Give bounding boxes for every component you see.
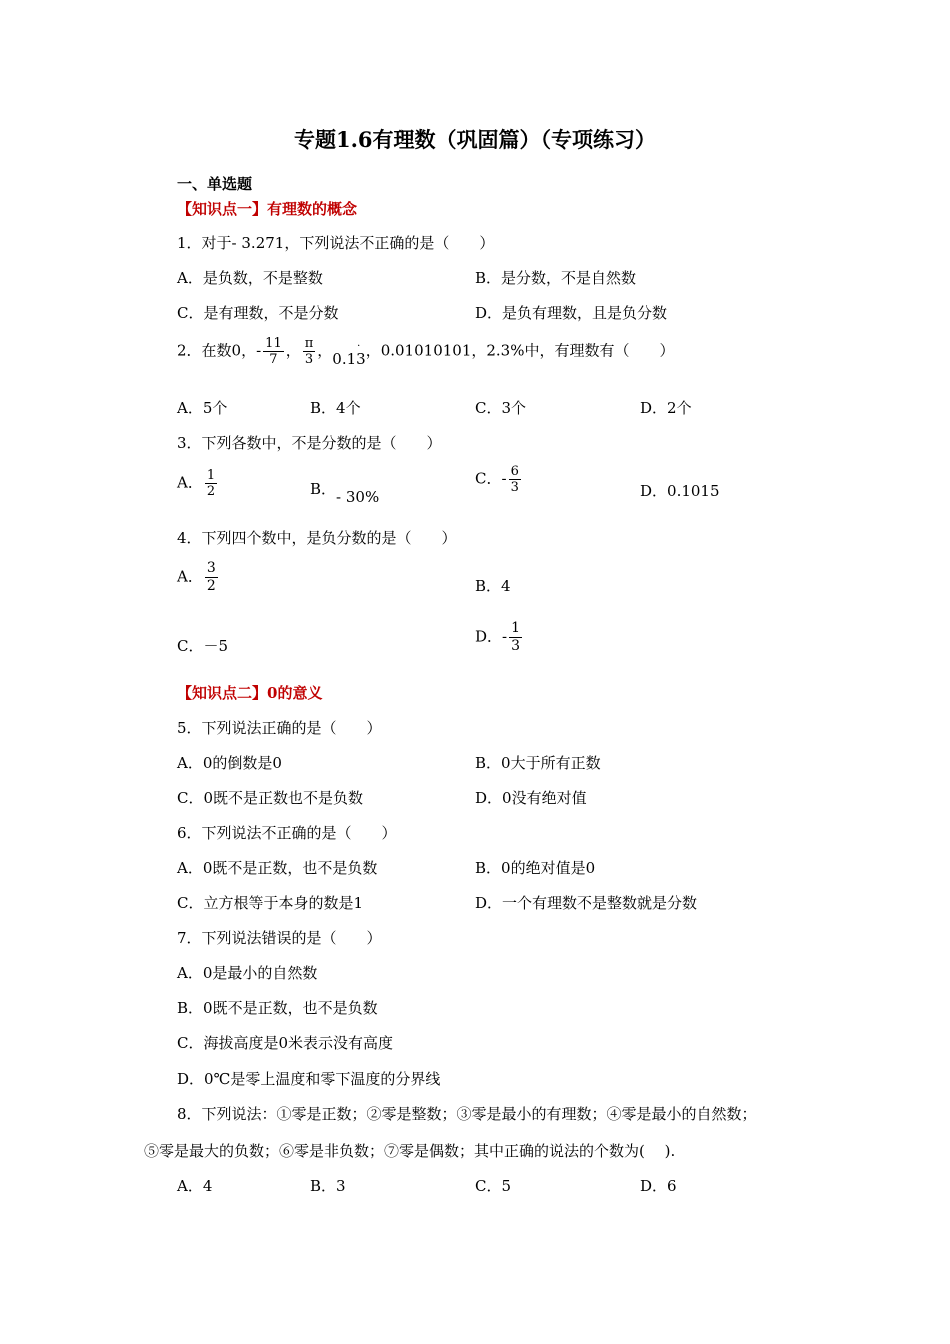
- question-8-line-1: 8．下列说法：①零是正数；②零是整数；③零是最小的有理数；④零是最小的自然数；: [177, 1105, 757, 1123]
- q2-option-d[interactable]: D．2个: [640, 399, 692, 417]
- section-heading: 一、单选题: [177, 175, 253, 193]
- q2-option-b[interactable]: B．4个: [310, 399, 361, 417]
- q2-fraction-1: $\frac{11}{7}$: [265, 336, 282, 367]
- q1-suffix: ，下列说法不正确的是（ ）: [284, 234, 495, 252]
- q4-option-c[interactable]: C．－5: [177, 637, 229, 655]
- q5-option-d[interactable]: D．0没有绝对值: [475, 789, 587, 807]
- q8-option-c[interactable]: C．5: [475, 1177, 512, 1195]
- q7-option-c[interactable]: C．海拔高度是0米表示没有高度: [177, 1034, 394, 1052]
- q4-option-a[interactable]: A． $\frac{3}{2}$: [177, 560, 216, 594]
- q2-fraction-2: $\frac{\pi}{3}$: [304, 336, 314, 367]
- question-3: 3．下列各数中，不是分数的是（ ）: [177, 434, 442, 452]
- q1-number: - 3.271: [231, 234, 285, 252]
- q3-option-c[interactable]: C．- $\frac{6}{3}$: [475, 464, 519, 495]
- q5-option-c[interactable]: C．0既不是正数也不是负数: [177, 789, 364, 807]
- question-6: 6．下列说法不正确的是（ ）: [177, 824, 397, 842]
- q5-option-b[interactable]: B．0大于所有正数: [475, 754, 601, 772]
- q2-repeating-decimal: 0.1 · 3: [332, 340, 366, 368]
- q1-prefix: 1．对于: [177, 234, 232, 252]
- q8-option-d[interactable]: D．6: [640, 1177, 677, 1195]
- q7-option-d[interactable]: D．0℃是零上温度和零下温度的分界线: [177, 1070, 441, 1088]
- page-title: 专题1.6有理数（巩固篇）（专项练习）: [293, 127, 657, 152]
- q3-option-b[interactable]: B．- 30%: [310, 480, 380, 506]
- q2-prefix: 2．在数0，: [177, 341, 257, 360]
- q1-option-d[interactable]: D．是负有理数，且是负分数: [475, 304, 668, 322]
- q8-option-a[interactable]: A．4: [177, 1177, 213, 1195]
- q7-option-a[interactable]: A．0是最小的自然数: [177, 964, 318, 982]
- question-8-line-2: ⑤零是最大的负数；⑥零是非负数；⑦零是偶数；其中正确的说法的个数为( ).: [144, 1142, 676, 1160]
- question-5: 5．下列说法正确的是（ ）: [177, 719, 382, 737]
- q3-option-a[interactable]: A． $\frac{1}{2}$: [177, 468, 216, 499]
- q6-option-d[interactable]: D．一个有理数不是整数就是分数: [475, 894, 698, 912]
- question-7: 7．下列说法错误的是（ ）: [177, 929, 382, 947]
- q2-option-c[interactable]: C．3个: [475, 399, 527, 417]
- q1-option-a[interactable]: A．是负数，不是整数: [177, 269, 323, 287]
- q2-minus: -: [256, 341, 262, 360]
- question-1: [177, 232, 494, 253]
- q4-option-b[interactable]: B．4: [475, 577, 511, 595]
- q7-option-b[interactable]: B．0既不是正数，也不是负数: [177, 999, 378, 1017]
- q6-option-a[interactable]: A．0既不是正数，也不是负数: [177, 859, 378, 877]
- q6-option-c[interactable]: C．立方根等于本身的数是1: [177, 894, 364, 912]
- q4-option-d[interactable]: D．- $\frac{1}{3}$: [475, 620, 521, 654]
- knowledge-point-1: 【知识点一】有理数的概念: [177, 200, 358, 218]
- question-4: 4．下列四个数中，是负分数的是（ ）: [177, 529, 457, 547]
- knowledge-point-2: 【知识点二】0的意义: [177, 684, 323, 702]
- q2-option-a[interactable]: A．5个: [177, 399, 228, 417]
- q5-option-a[interactable]: A．0的倒数是0: [177, 754, 282, 772]
- q6-option-b[interactable]: B．0的绝对值是0: [475, 859, 596, 877]
- q1-option-c[interactable]: C．是有理数，不是分数: [177, 304, 339, 322]
- q3-option-d[interactable]: D．0.1015: [640, 482, 720, 500]
- q2-suffix: ，0.01010101，2.3%中，有理数有（ ）: [365, 341, 675, 360]
- question-2: 2．在数0，- $\frac{11}{7}$ ， $\frac{\pi}{3}$ ，0.1 · 3，0.01010101，2.3%中，有理数有（ ）: [177, 336, 675, 368]
- q1-option-b[interactable]: B．是分数，不是自然数: [475, 269, 637, 287]
- q8-option-b[interactable]: B．3: [310, 1177, 346, 1195]
